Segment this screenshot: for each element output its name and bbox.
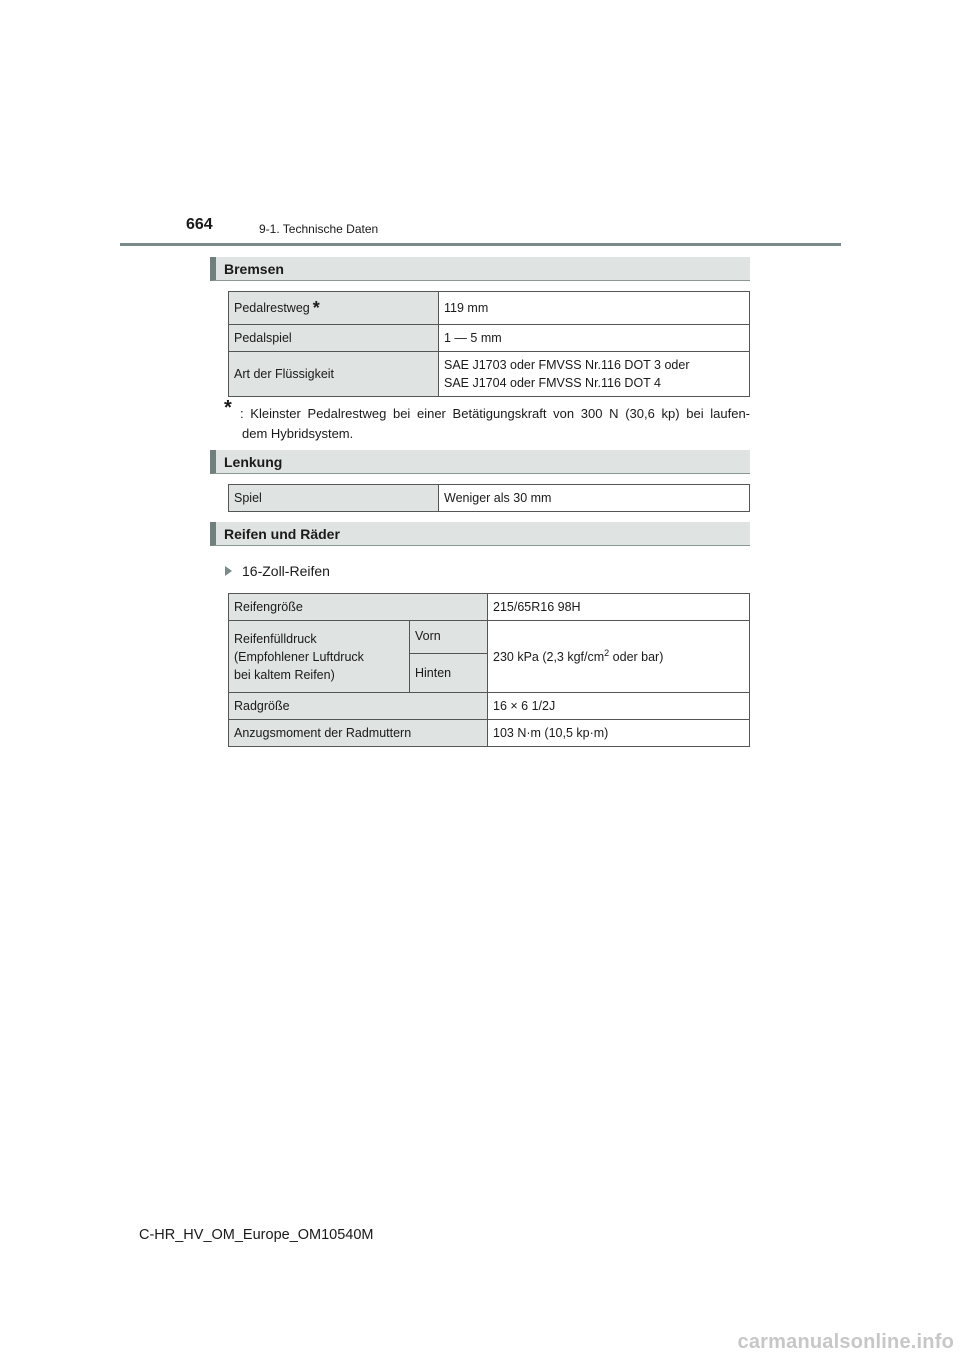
wheel-size-label: Radgröße bbox=[229, 693, 488, 720]
tire-pressure-label-line: bei kaltem Reifen) bbox=[234, 667, 335, 682]
tire-pressure-label-line: Reifenfülldruck bbox=[234, 631, 317, 646]
table-row bbox=[229, 693, 750, 720]
watermark: carmanualsonline.info bbox=[737, 1331, 954, 1353]
document-id: C-HR_HV_OM_Europe_OM10540M bbox=[139, 1227, 374, 1243]
table-row bbox=[229, 352, 750, 397]
torque-label: Anzugsmoment der Radmuttern bbox=[229, 720, 488, 747]
pressure-value-suffix: oder bar) bbox=[609, 650, 664, 665]
pressure-value-prefix: 230 kPa (2,3 kgf/cm bbox=[493, 650, 605, 665]
table-row bbox=[229, 292, 750, 325]
steering-play-value: Weniger als 30 mm bbox=[439, 485, 750, 512]
section-heading-tires: Reifen und Räder bbox=[210, 522, 750, 546]
chapter-title: 9-1. Technische Daten bbox=[259, 222, 379, 236]
tire-subheading-text: 16-Zoll-Reifen bbox=[242, 563, 330, 579]
tire-pressure-label bbox=[229, 621, 410, 693]
torque-value: 103 N·m (10,5 kp·m) bbox=[488, 720, 750, 747]
fluid-type-line: SAE J1704 oder FMVSS Nr.116 DOT 4 bbox=[444, 376, 661, 390]
tires-table bbox=[228, 593, 750, 747]
tire-size-value: 215/65R16 98H bbox=[488, 594, 750, 621]
brakes-table bbox=[228, 291, 750, 397]
table-label-cell bbox=[229, 292, 439, 325]
steering-table bbox=[228, 484, 750, 512]
footnote-text: : Kleinster Pedalrestweg bei einer Betätigungskraft von 300 N (30,6 kp) bei laufen- bbox=[240, 406, 750, 421]
wheel-size-value: 16 × 6 1/2J bbox=[488, 693, 750, 720]
footnote-text: dem Hybridsystem. bbox=[242, 426, 354, 441]
table-row bbox=[229, 594, 750, 621]
table-row bbox=[229, 485, 750, 512]
tire-pressure-label-line: (Empfohlener Luftdruck bbox=[234, 649, 364, 664]
tire-subheading bbox=[225, 563, 330, 579]
footnote-marker: * bbox=[312, 297, 320, 318]
pedal-play-label: Pedalspiel bbox=[229, 325, 439, 352]
fluid-type-value bbox=[439, 352, 750, 397]
fluid-type-label: Art der Flüssigkeit bbox=[229, 352, 439, 397]
pressure-value-superscript: 2 bbox=[604, 648, 610, 659]
fluid-type-line: SAE J1703 oder FMVSS Nr.116 DOT 3 oder bbox=[444, 358, 690, 372]
steering-play-label: Spiel bbox=[229, 485, 439, 512]
footnote-marker: * bbox=[224, 397, 232, 419]
section-heading-brakes: Bremsen bbox=[210, 257, 750, 281]
rear-label: Hinten bbox=[410, 654, 488, 693]
pedal-travel-label: Pedalrestweg bbox=[234, 300, 310, 315]
header-divider bbox=[120, 243, 841, 246]
triangle-bullet-icon bbox=[225, 566, 232, 576]
page-number: 664 bbox=[186, 216, 213, 233]
table-row bbox=[229, 325, 750, 352]
tire-pressure-value bbox=[488, 621, 750, 693]
pedal-travel-value: 119 mm bbox=[439, 292, 750, 325]
table-row bbox=[229, 621, 750, 654]
section-heading-steering: Lenkung bbox=[210, 450, 750, 474]
tire-size-label: Reifengröße bbox=[229, 594, 488, 621]
front-label: Vorn bbox=[410, 621, 488, 654]
pedal-play-value: 1 — 5 mm bbox=[439, 325, 750, 352]
table-row bbox=[229, 720, 750, 747]
